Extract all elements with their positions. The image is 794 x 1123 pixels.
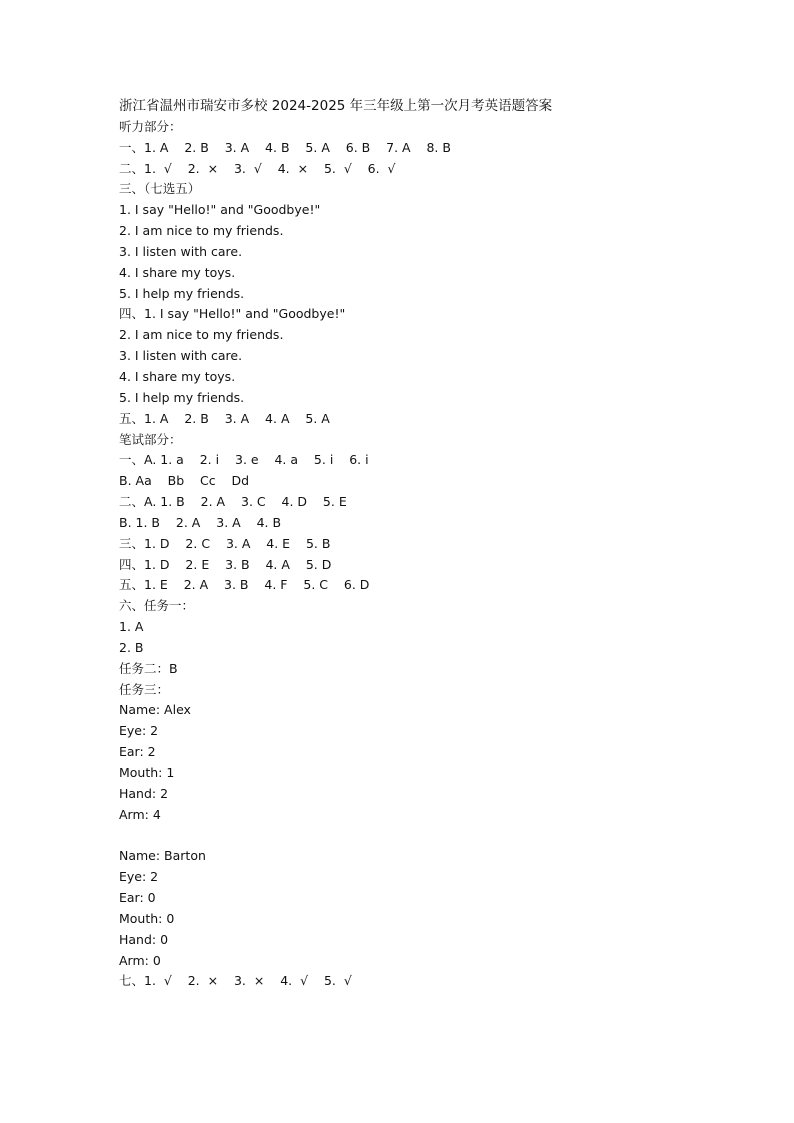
answer-line: 三、（七选五）: [119, 181, 201, 197]
answer-line: 二、A. 1. B 2. A 3. C 4. D 5. E: [119, 494, 347, 510]
answer-line: 四、1. D 2. E 3. B 4. A 5. D: [119, 556, 332, 572]
answer-line: 2. I am nice to my friends.: [119, 327, 284, 343]
answer-line: 六、任务一：: [119, 598, 195, 614]
answer-line: Arm: 0: [119, 952, 161, 968]
answer-line: Ear: 0: [119, 890, 156, 906]
answer-lines: [119, 117, 759, 992]
answer-line: 2. B: [119, 639, 144, 655]
answer-line: B. 1. B 2. A 3. A 4. B: [119, 514, 282, 530]
answer-line: 3. I listen with care.: [119, 243, 243, 259]
document-title: 浙江省温州市瑞安市多校 2024-2025 年三年级上第一次月考英语题答案: [119, 98, 553, 114]
answer-line: Name: Alex: [119, 702, 191, 718]
answer-line: 三、1. D 2. C 3. A 4. E 5. B: [119, 535, 331, 551]
answer-line: Hand: 0: [119, 931, 169, 947]
answer-line: Mouth: 0: [119, 910, 175, 926]
answer-line: Hand: 2: [119, 785, 169, 801]
answer-line: 5. I help my friends.: [119, 285, 245, 301]
answer-line: Mouth: 1: [119, 765, 175, 780]
answer-line: Eye: 2: [119, 723, 159, 739]
answer-line: 四、1. I say "Hello!" and "Goodbye!": [119, 306, 346, 322]
answer-line: 任务三：: [119, 681, 170, 697]
answer-document: [119, 96, 759, 992]
answer-line: Arm: 4: [119, 806, 161, 822]
answer-line: 1. A: [119, 619, 144, 635]
answer-line: 二、1. √ 2. × 3. √ 4. × 5. √ 6. √: [119, 160, 396, 176]
answer-line: 4. I share my toys.: [119, 368, 236, 384]
answer-line: Name: Barton: [119, 848, 206, 864]
answer-line: 4. I share my toys.: [119, 264, 236, 280]
answer-line: 3. I listen with care.: [119, 348, 243, 364]
answer-line: B. Aa Bb Cc Dd: [119, 473, 250, 489]
answer-line: 5. I help my friends.: [119, 389, 245, 405]
answer-line: 2. I am nice to my friends.: [119, 223, 284, 239]
answer-line: 五、1. A 2. B 3. A 4. A 5. A: [119, 410, 330, 426]
answer-line: Ear: 2: [119, 744, 156, 760]
answer-line: 一、1. A 2. B 3. A 4. B 5. A 6. B 7. A 8. B: [119, 139, 451, 155]
answer-line: Eye: 2: [119, 869, 159, 885]
answer-line: 一、A. 1. a 2. i 3. e 4. a 5. i 6. i: [119, 452, 369, 468]
answer-line: 听力部分：: [119, 118, 182, 134]
answer-line: 1. I say "Hello!" and "Goodbye!": [119, 202, 321, 218]
blank-line: [119, 826, 759, 847]
answer-line: 七、1. √ 2. × 3. × 4. √ 5. √: [119, 973, 352, 989]
answer-line: 任务二：B: [119, 660, 178, 676]
answer-line: 五、1. E 2. A 3. B 4. F 5. C 6. D: [119, 577, 370, 593]
answer-line: 笔试部分：: [119, 431, 182, 447]
